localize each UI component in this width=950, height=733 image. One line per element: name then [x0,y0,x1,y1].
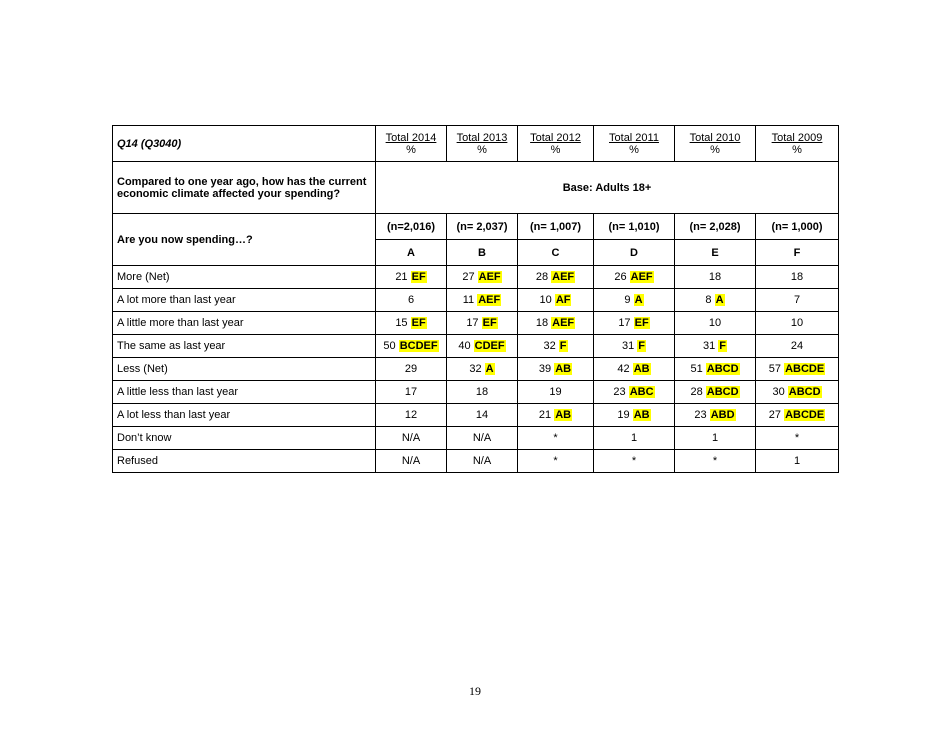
cell-value: 17 [618,317,631,329]
row-label: Don’t know [113,427,376,450]
table-cell [447,358,518,381]
table-cell [376,335,447,358]
table-cell [756,358,839,381]
table-cell [594,335,675,358]
percent-symbol: % [550,143,561,156]
sample-size: (n= 1,010) [594,214,675,240]
cell-value: N/A [472,432,492,444]
percent-symbol: % [792,143,802,156]
percent-symbol: % [710,143,720,156]
cell-value: 1 [793,455,801,467]
table-cell [447,312,518,335]
cell-value: 23 [694,409,707,421]
column-title: Total 2013 [456,131,508,144]
cell-value: 17 [404,386,418,398]
sample-size: (n= 1,000) [756,214,839,240]
column-letter: C [518,240,594,266]
cell-value: 32 [469,363,482,375]
significance-letters: ABD [710,409,735,421]
table-row [113,312,839,335]
significance-letters: A [715,294,724,306]
row-label: A little less than last year [113,381,376,404]
significance-letters: F [719,340,727,352]
column-letter: A [376,240,447,266]
significance-letters: AEF [630,271,653,283]
significance-letters: AEF [478,271,501,283]
column-title: Total 2012 [530,131,581,144]
table-cell [518,312,594,335]
table-cell [675,358,756,381]
column-header [756,126,839,162]
cell-value: 11 [462,294,475,306]
cell-value: 42 [617,363,630,375]
significance-letters: EF [634,317,649,329]
table-cell [675,335,756,358]
cell-value: 10 [790,317,804,329]
cell-value: 7 [793,294,801,306]
table-cell [447,450,518,473]
cell-value: 19 [549,386,562,398]
significance-letters: A [634,294,643,306]
table-cell [518,450,594,473]
cell-value: 28 [690,386,703,398]
cell-value: N/A [472,455,492,467]
column-title: Total 2014 [385,131,437,144]
sample-size: (n= 1,007) [518,214,594,240]
cell-value: N/A [401,432,421,444]
table-cell [594,450,675,473]
table-row [113,427,839,450]
table-cell [675,450,756,473]
table-cell [675,312,756,335]
table-cell [376,312,447,335]
question-id: Q14 (Q3040) [113,126,376,162]
row-label: More (Net) [113,266,376,289]
base-label: Base: Adults 18+ [376,162,839,214]
percent-symbol: % [406,143,416,156]
table-cell [376,404,447,427]
significance-letters: EF [411,271,426,283]
row-label: A little more than last year [113,312,376,335]
question-text: Compared to one year ago, how has the current economic climate affected your spending? [113,162,376,214]
table-row [113,289,839,312]
cell-value: 10 [539,294,552,306]
significance-letters: ABCDE [785,409,825,421]
significance-letters: ABCD [788,386,821,398]
cell-value: 15 [395,317,408,329]
cell-value: 31 [621,340,635,352]
cell-value: 1 [711,432,719,444]
cell-value: 12 [404,409,418,421]
table-cell [594,381,675,404]
table-cell [518,381,594,404]
row-label: A lot more than last year [113,289,376,312]
cell-value: 27 [768,409,782,421]
column-header [376,126,447,162]
row-label: Refused [113,450,376,473]
table-cell [518,266,594,289]
table-cell [594,427,675,450]
table-cell [756,289,839,312]
cell-value: 21 [395,271,408,283]
column-header [594,126,675,162]
table-cell [376,266,447,289]
row-label: The same as last year [113,335,376,358]
table-cell [447,289,518,312]
significance-letters: AB [633,409,650,421]
significance-letters: F [559,340,567,352]
significance-letters: AEF [478,294,501,306]
cell-value: 23 [613,386,626,398]
table-cell [376,381,447,404]
table-cell [756,404,839,427]
table-cell [594,404,675,427]
column-title: Total 2011 [609,131,659,144]
cell-value: 57 [768,363,782,375]
table-cell [594,358,675,381]
page-number: 19 [469,684,481,698]
cell-value: 6 [407,294,415,306]
cell-value: 28 [535,271,549,283]
table-cell [756,381,839,404]
column-title: Total 2009 [771,131,823,144]
column-header [447,126,518,162]
sample-size: (n= 2,037) [447,214,518,240]
cell-value: 51 [690,363,703,375]
significance-letters: ABCD [706,363,739,375]
cell-value: 18 [708,271,722,283]
table-cell [447,404,518,427]
sample-size: (n= 2,028) [675,214,756,240]
table-cell [756,335,839,358]
cell-value: 40 [458,340,471,352]
table-cell [675,289,756,312]
sample-size-row [113,214,839,240]
table-cell [756,266,839,289]
table-cell [756,427,839,450]
table-cell [447,427,518,450]
table-row [113,335,839,358]
table-row [113,358,839,381]
significance-letters: EF [411,317,426,329]
cell-value: 9 [624,294,631,306]
cell-value: 8 [705,294,712,306]
table-row [113,381,839,404]
column-letter: F [756,240,839,266]
significance-letters: AF [555,294,571,306]
significance-letters: AB [555,409,572,421]
cell-value: 17 [466,317,479,329]
table-cell [447,266,518,289]
cell-value: 18 [535,317,549,329]
significance-letters: AEF [552,271,575,283]
cell-value: * [712,455,718,467]
cell-value: 50 [383,340,396,352]
table-cell [376,289,447,312]
cell-value: 39 [538,363,552,375]
column-title: Total 2010 [689,131,741,144]
significance-letters: ABCDE [785,363,825,375]
cell-value: 1 [630,432,638,444]
cell-value: 21 [538,409,552,421]
table-cell [518,404,594,427]
table-cell [675,404,756,427]
significance-letters: AB [555,363,572,375]
column-header [675,126,756,162]
significance-letters: ABCD [706,386,739,398]
table-cell [675,427,756,450]
cell-value: * [553,455,558,467]
cell-value: 26 [614,271,627,283]
sample-size: (n=2,016) [376,214,447,240]
table-cell [675,266,756,289]
significance-letters: AB [633,363,650,375]
table-cell [518,358,594,381]
cell-value: N/A [401,455,421,467]
row-label: Less (Net) [113,358,376,381]
table-cell [447,381,518,404]
survey-table [112,125,839,473]
cell-value: 19 [617,409,630,421]
table-cell [594,312,675,335]
column-letter: B [447,240,518,266]
table-cell [675,381,756,404]
cell-value: 18 [790,271,804,283]
significance-letters: BCDEF [399,340,438,352]
cell-value: 27 [462,271,475,283]
question-row [113,162,839,214]
table-cell [376,427,447,450]
cell-value: 32 [543,340,556,352]
table-cell [518,289,594,312]
sub-question: Are you now spending…? [113,214,376,266]
table-cell [518,427,594,450]
column-letter: D [594,240,675,266]
cell-value: 31 [702,340,716,352]
cell-value: * [794,432,800,444]
cell-value: * [631,455,637,467]
row-label: A lot less than last year [113,404,376,427]
table-cell [756,312,839,335]
table-row [113,450,839,473]
table-cell [594,289,675,312]
table-cell [376,358,447,381]
column-header [518,126,594,162]
header-row [113,126,839,162]
significance-letters: CDEF [474,340,505,352]
table-cell [447,335,518,358]
cell-value: 24 [790,340,804,352]
table-row [113,404,839,427]
table-row [113,266,839,289]
cell-value: * [553,432,558,444]
significance-letters: F [638,340,646,352]
percent-symbol: % [629,143,639,156]
table-cell [756,450,839,473]
table-cell [518,335,594,358]
significance-letters: ABC [629,386,654,398]
table-cell [594,266,675,289]
cell-value: 30 [772,386,785,398]
cell-value: 29 [404,363,418,375]
cell-value: 10 [708,317,722,329]
cell-value: 14 [475,409,489,421]
table-cell [376,450,447,473]
significance-letters: EF [482,317,497,329]
significance-letters: AEF [552,317,575,329]
column-letter: E [675,240,756,266]
cell-value: 18 [475,386,489,398]
significance-letters: A [485,363,494,375]
percent-symbol: % [477,143,487,156]
